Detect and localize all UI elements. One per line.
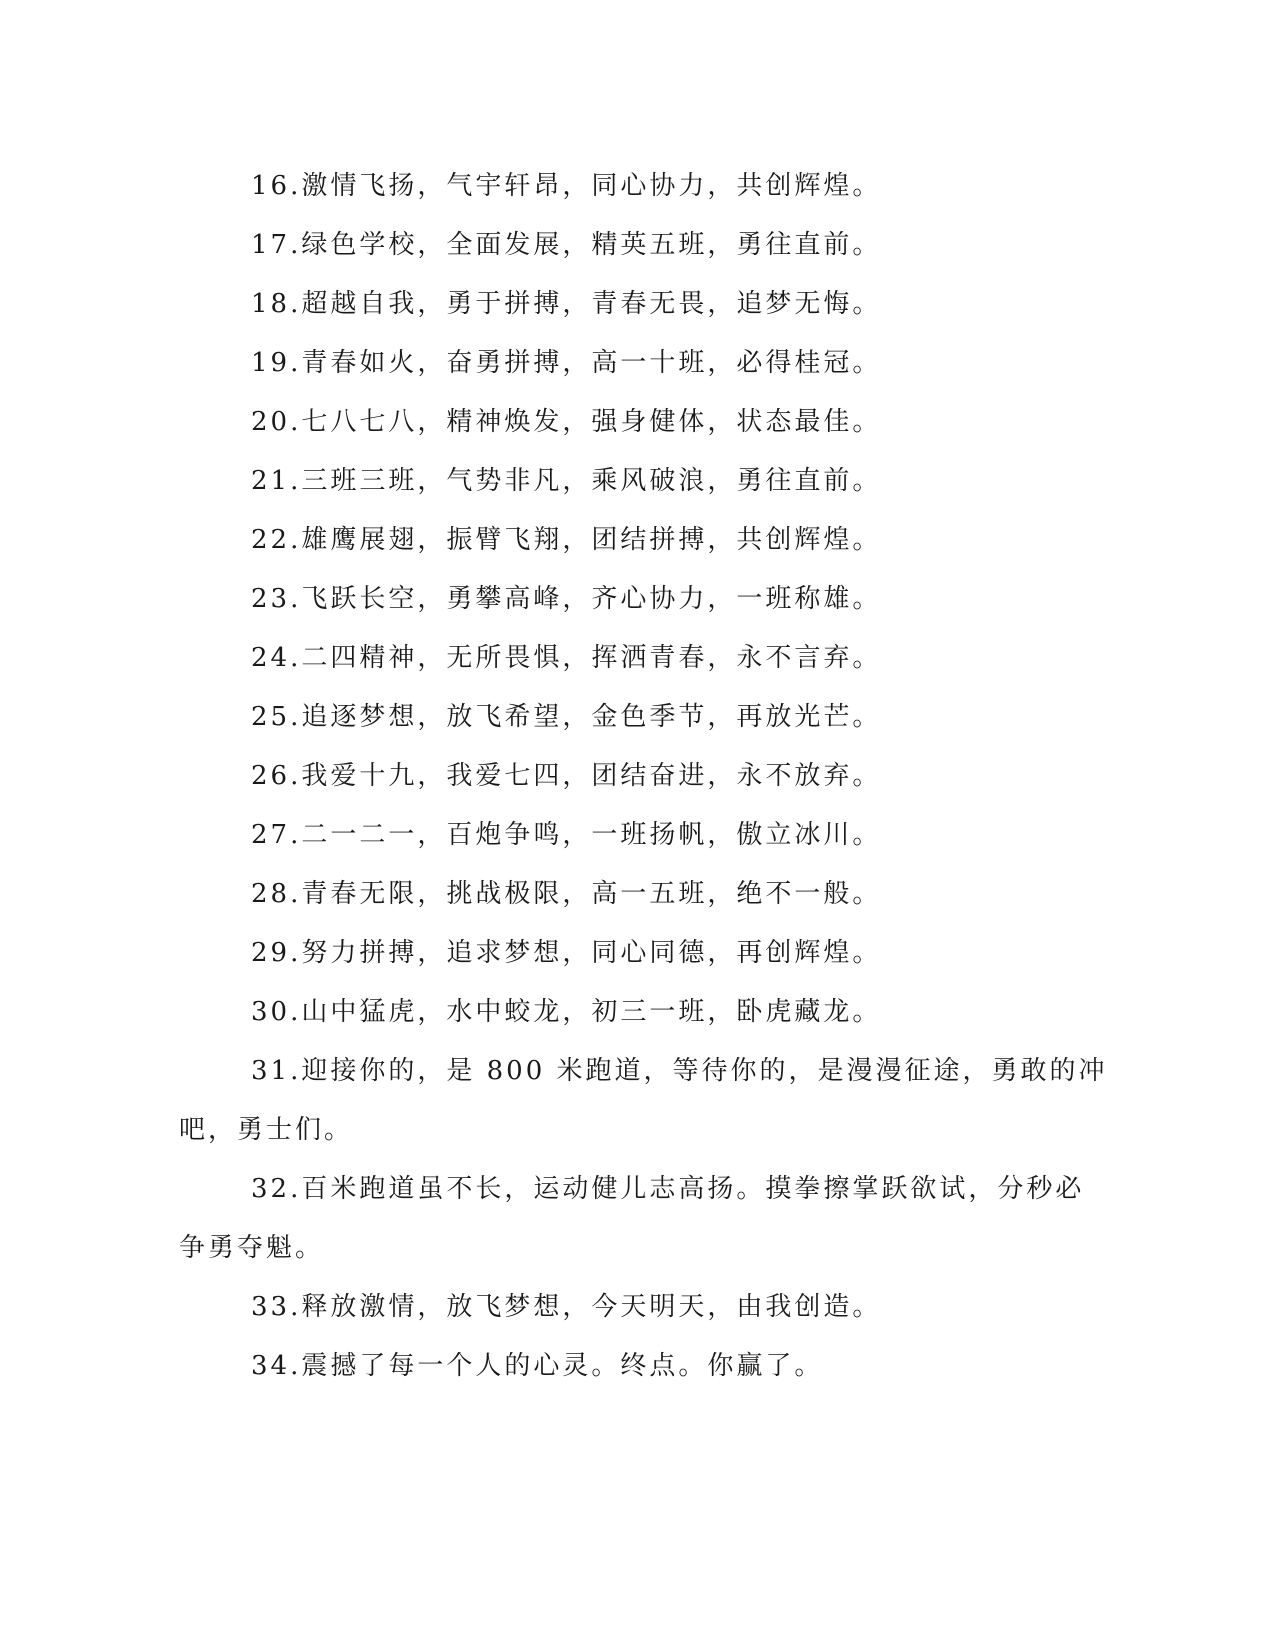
item-text: 追逐梦想，放飞希望，金色季节，再放光芒。 [301,702,882,732]
item-number: 19. [251,348,302,378]
item-text: 我爱十九，我爱七四，团结奋进，永不放弃。 [301,761,882,791]
item-number: 29. [251,938,302,968]
item-number: 30. [251,997,302,1027]
item-text: 绿色学校，全面发展，精英五班，勇往直前。 [301,230,882,260]
item-number: 16. [251,171,302,201]
list-item [179,216,1079,275]
paragraph-31 [179,1042,1108,1160]
list-item [179,983,1079,1042]
list-item: 33.释放激情，放飞梦想，今天明天，由我创造。 [251,1292,882,1322]
list-item [179,393,1079,452]
item-number: 23. [251,584,302,614]
item-number: 25. [251,702,302,732]
item-text: 青春如火，奋勇拼搏，高一十班，必得桂冠。 [301,348,882,378]
item-text: 激情飞扬，气宇轩昂，同心协力，共创辉煌。 [301,171,882,201]
paragraph-32 [179,1160,1085,1278]
slogan-list [179,157,1108,1396]
list-item [179,688,1079,747]
list-item: 34.震撼了每一个人的心灵。终点。你赢了。 [251,1351,824,1381]
paragraph-line: 争勇夺魁。 [179,1233,325,1263]
item-text: 二一二一，百炮争鸣，一班扬帆，傲立冰川。 [301,820,882,850]
item-text: 青春无限，挑战极限，高一五班，绝不一般。 [301,879,882,909]
list-item [179,157,1079,216]
list-item [179,924,1079,983]
item-text: 超越自我，勇于拼搏，青春无畏，追梦无悔。 [301,289,882,319]
item-number: 18. [251,289,302,319]
item-number: 26. [251,761,302,791]
item-number: 22. [251,525,302,555]
item-number: 28. [251,879,302,909]
list-item [179,452,1079,511]
item-text: 三班三班，气势非凡，乘风破浪，勇往直前。 [301,466,882,496]
item-text: 山中猛虎，水中蛟龙，初三一班，卧虎藏龙。 [301,997,882,1027]
list-item [179,865,1079,924]
item-text: 努力拼搏，追求梦想，同心同德，再创辉煌。 [301,938,882,968]
item-number: 20. [251,407,302,437]
item-text: 飞跃长空，勇攀高峰，齐心协力，一班称雄。 [301,584,882,614]
list-item [179,511,1079,570]
paragraph-line: 吧，勇士们。 [179,1115,354,1145]
list-item [179,629,1079,688]
list-item [179,570,1079,629]
item-text: 七八七八，精神焕发，强身健体，状态最佳。 [301,407,882,437]
list-item [179,806,1079,865]
paragraph-line: 32.百米跑道虽不长，运动健儿志高扬。摸拳擦掌跃欲试，分秒必 [251,1174,1085,1204]
item-number: 27. [251,820,302,850]
item-text: 二四精神，无所畏惧，挥洒青春，永不言弃。 [301,643,882,673]
paragraph-line: 31.迎接你的，是 800 米跑道，等待你的，是漫漫征途，勇敢的冲 [251,1056,1108,1086]
list-item [179,275,1079,334]
list-item [179,747,1079,806]
list-item [179,334,1079,393]
item-number: 24. [251,643,302,673]
item-number: 21. [251,466,302,496]
item-text: 雄鹰展翅，振臂飞翔，团结拼搏，共创辉煌。 [301,525,882,555]
item-number: 17. [251,230,302,260]
